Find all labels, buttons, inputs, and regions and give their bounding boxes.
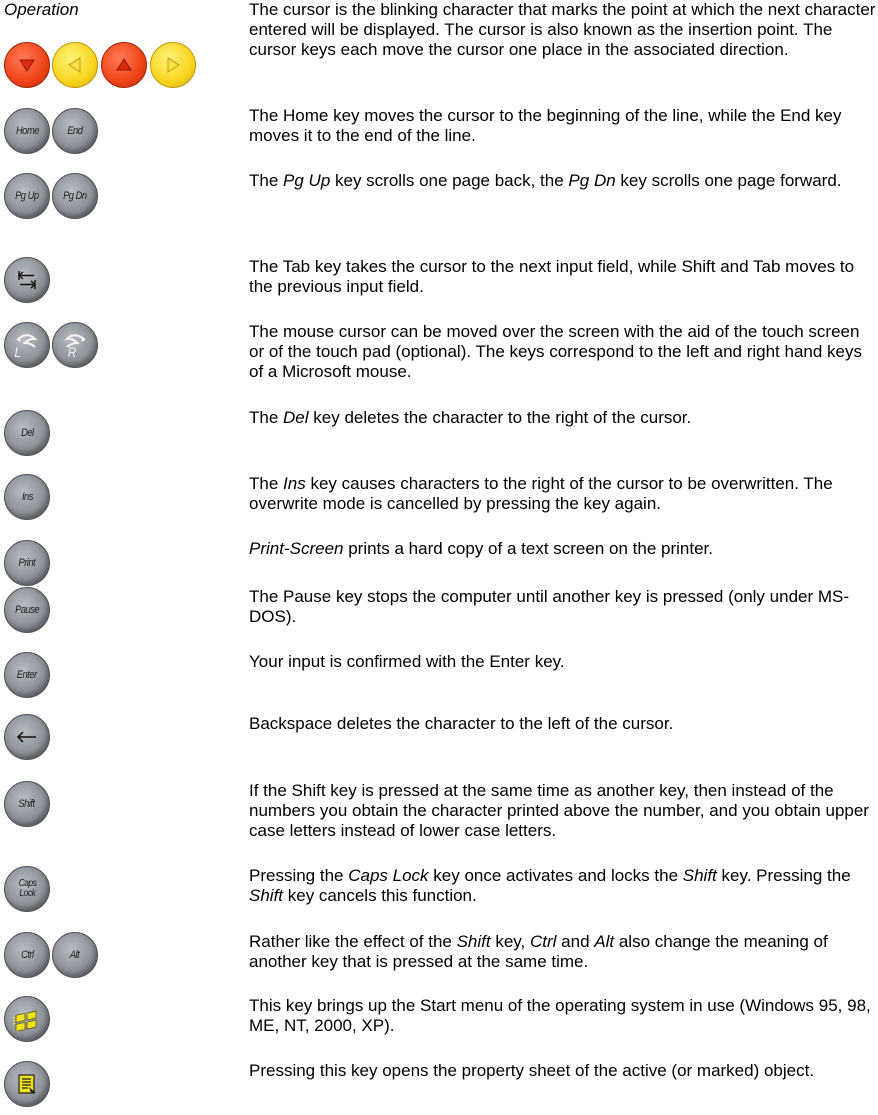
ctrl-key[interactable] [4,932,50,978]
cursor-down-key[interactable] [4,42,50,88]
page-heading: Operation [4,0,79,19]
menu-key[interactable] [4,1061,50,1107]
description-ctrl-alt: Rather like the effect of the Shift key, Ctrl and Alt also change the meaning of another key that is pressed at the same time. [249,932,828,971]
arrow-down-icon [17,55,37,75]
shift-key-label: Shift [18,797,36,810]
mouse-right-label: R [67,344,76,360]
end-key[interactable] [52,108,98,154]
ctrl-key-label: Ctrl [20,948,34,961]
description-menu: Pressing this key opens the property sheet of the active (or marked) object. [249,1061,815,1080]
mouse-right-key[interactable] [52,322,98,368]
home-key[interactable] [4,108,50,154]
ins-key[interactable] [4,474,50,520]
cursor-right-key[interactable] [150,42,196,88]
backspace-arrow-icon [14,727,40,747]
enter-key-label: Enter [17,668,37,681]
description-windows: This key brings up the Start menu of the operating system in use (Windows 95, 98, ME, NT, 2000, XP). [249,996,871,1035]
del-key-label: Del [20,426,34,439]
mouse-left-label: L [14,344,21,360]
context-menu-icon [14,1071,40,1097]
tab-icon [14,267,40,293]
pgup-key[interactable] [4,173,50,219]
cursor-left-key[interactable] [52,42,98,88]
capslock-key-label-2: Lock [19,888,35,899]
description-ins: The Ins key causes characters to the right of the cursor to be overwritten. The overwrite mode is cancelled by pressing the key again. [249,474,833,513]
description-cursor: The cursor is the blinking character that marks the point at which the next character entered will be displayed. The cursor is also known as the insertion point. The cursor keys each move the cursor one place in the associated direction. [249,0,876,59]
alt-key[interactable] [52,932,98,978]
del-key[interactable] [4,410,50,456]
description-capslock: Pressing the Caps Lock key once activates and locks the Shift key. Pressing the Shift key cancels this function. [249,866,851,905]
arrow-right-icon [163,55,183,75]
ins-key-label: Ins [21,490,33,503]
description-print: Print-Screen prints a hard copy of a text screen on the printer. [249,539,713,558]
backspace-key[interactable] [4,714,50,760]
cursor-up-key[interactable] [101,42,147,88]
arrow-left-icon [65,55,85,75]
mouse-left-icon [7,325,47,365]
description-enter: Your input is confirmed with the Enter key. [249,652,565,671]
enter-key[interactable] [4,652,50,698]
description-mouse: The mouse cursor can be moved over the screen with the aid of the touch screen or of the touch pad (optional). The keys correspond to the left and right hand keys of a Microsoft mouse. [249,322,863,381]
mouse-left-key[interactable] [4,322,50,368]
arrow-up-icon [114,55,134,75]
capslock-key[interactable] [4,866,50,912]
print-key-label: Print [18,556,36,569]
pgup-key-label: Pg Up [15,189,39,202]
tab-key[interactable] [4,257,50,303]
alt-key-label: Alt [70,948,80,961]
capslock-key-label-1: Caps [18,878,36,889]
end-key-label: End [67,124,83,137]
pgdn-key-label: Pg Dn [63,189,87,202]
description-backspace: Backspace deletes the character to the left of the cursor. [249,714,674,733]
description-del: The Del key deletes the character to the right of the cursor. [249,408,692,427]
description-pgup-pgdn: The Pg Up key scrolls one page back, the Pg Dn key scrolls one page forward. [249,171,842,190]
shift-key[interactable] [4,781,50,827]
pause-key[interactable] [4,587,50,633]
description-shift: If the Shift key is pressed at the same time as another key, then instead of the numbers you obtain the character printed above the number, and you obtain upper case letters instead of lower case letters. [249,781,869,840]
print-key[interactable] [4,540,50,586]
description-pause: The Pause key stops the computer until another key is pressed (only under MS-DOS). [249,587,850,626]
windows-key[interactable] [4,996,50,1042]
description-home-end: The Home key moves the cursor to the beginning of the line, while the End key moves it to the end of the line. [249,106,842,145]
pgdn-key[interactable] [52,173,98,219]
home-key-label: Home [15,124,39,137]
pause-key-label: Pause [15,603,39,616]
description-tab: The Tab key takes the cursor to the next input field, while Shift and Tab moves to the previous input field. [249,257,855,296]
windows-logo-icon [13,1007,41,1031]
